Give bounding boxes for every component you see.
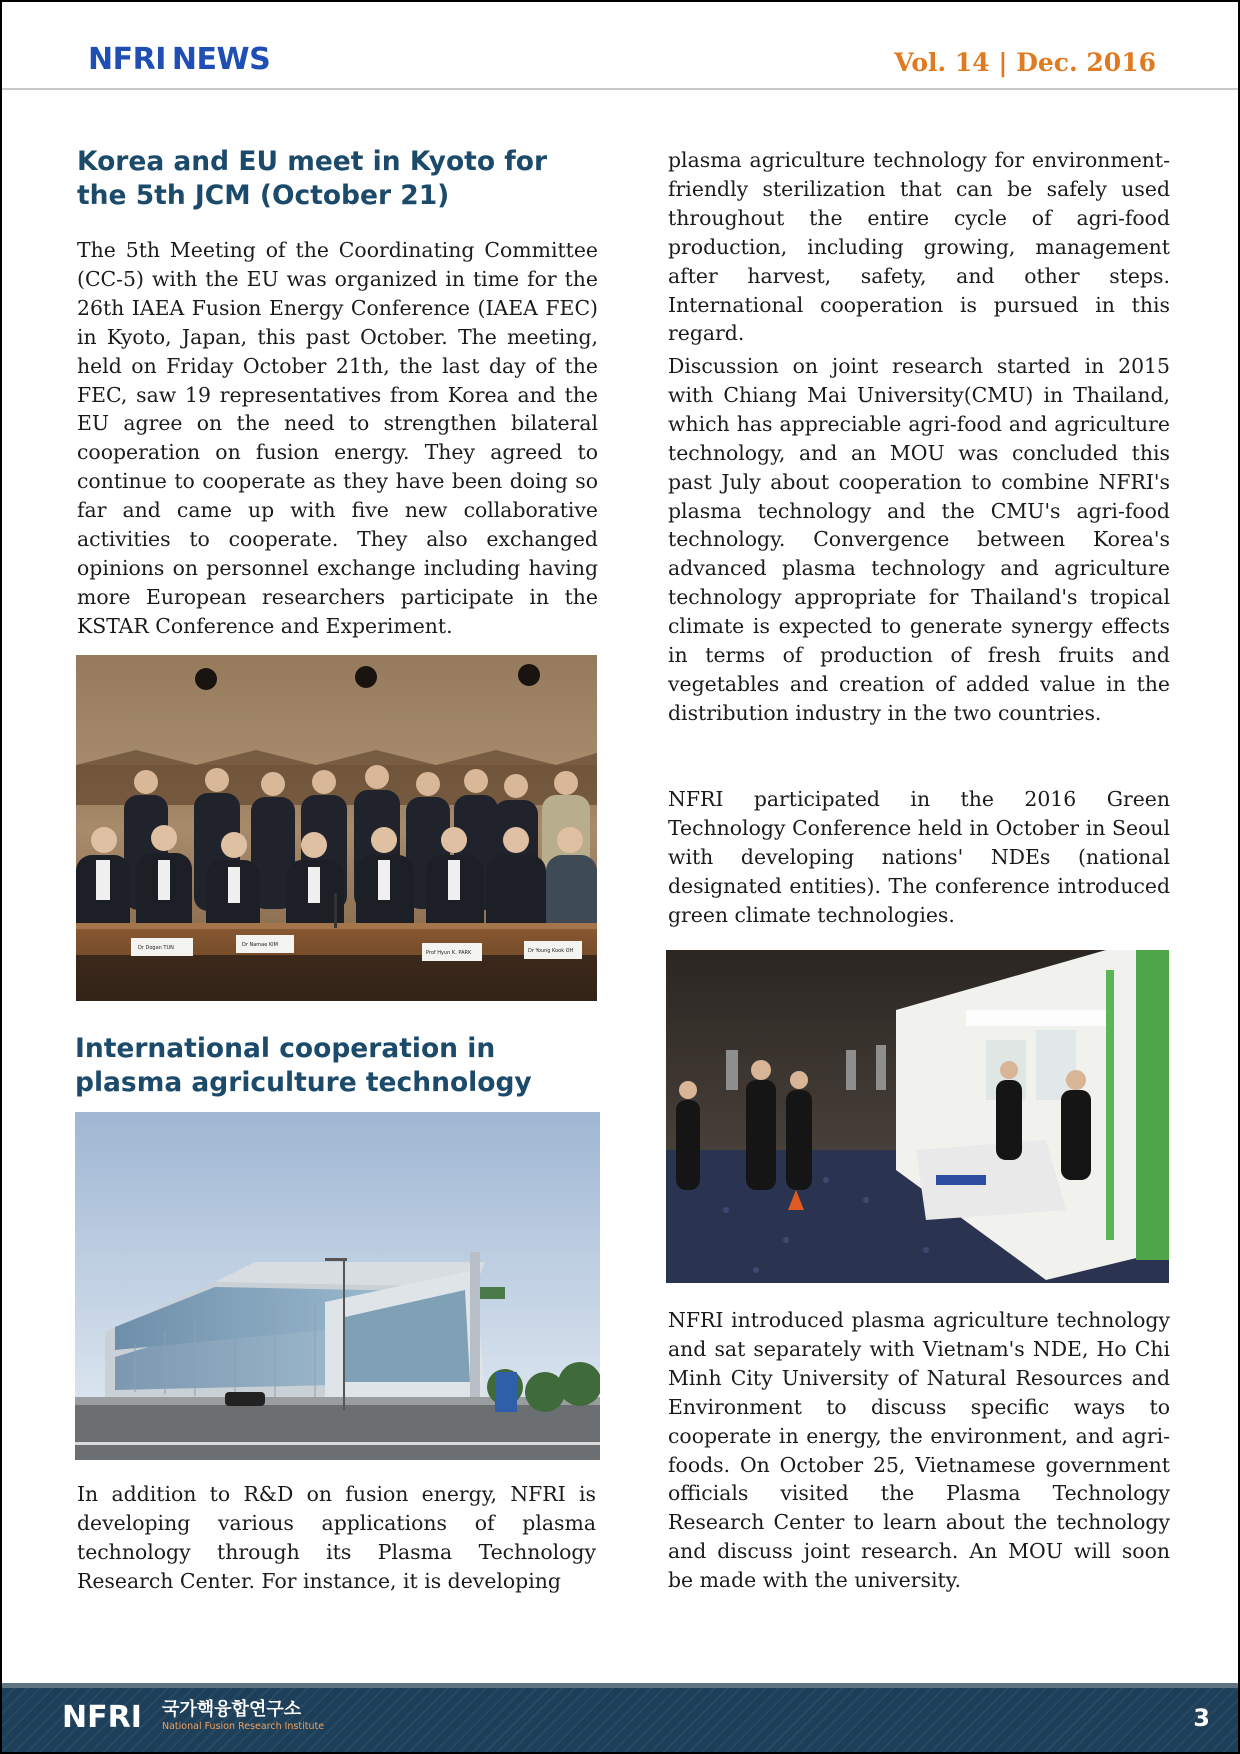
nameplate-3: Prof Hyun K. PARK (426, 950, 472, 956)
nfri-news-logo (88, 42, 270, 77)
institute-name-english: National Fusion Research Institute (162, 1721, 325, 1732)
logo-news: NEWS (171, 42, 271, 77)
article2-body-left: In addition to R&D on fusion energy, NFRI is developing various applications of plasma technology through its Plasma Technology Research Center. For instance, it is developing (77, 1482, 596, 1593)
nameplate-4: Dr Young Kook OH (528, 948, 574, 954)
article2-body-right-1: plasma agriculture technology for environment-friendly sterilization that can be safely used throughout the entire cycle of agri-food production, including growing, management after harvest, safety, and other steps. International cooperation is pursued in this regard. (668, 148, 1170, 346)
footer-institute-name (162, 1699, 324, 1733)
nameplate-1: Dr Dogan TUN (138, 945, 174, 951)
nameplate-2: Dr Namae KIM (242, 942, 278, 948)
page-footer (2, 1683, 1238, 1752)
green-technology-conference-photo (666, 950, 1169, 1283)
page-number: 3 (1193, 1704, 1210, 1732)
volume-issue: Vol. 14 | Dec. 2016 (894, 48, 1156, 77)
article2-body-right-4: NFRI introduced plasma agriculture technology and sat separately with Vietnam's NDE, Ho Chi Minh City University of Natural Resources and Environment to discuss specific ways to cooperate in energy, the environment, and agri-foods. On October 25, Vietnamese government officials visited the Plasma Technology Research Center to learn about the technology and discuss joint research. An MOU will soon be made with the university. (668, 1308, 1170, 1593)
meeting-group-photo (76, 655, 597, 1001)
footer-nfri-logo: NFRI (62, 1700, 142, 1735)
logo-text: NFRI (88, 42, 166, 77)
research-center-building-photo (75, 1112, 600, 1460)
article1-body: The 5th Meeting of the Coordinating Committee (CC-5) with the EU was organized in time for the 26th IAEA Fusion Energy Conference (IAEA FEC) in Kyoto, Japan, this past October. The meeting, held on Friday October 21th, the last day of the FEC, saw 19 representatives from Korea and the EU agree on the need to strengthen bilateral cooperation on fusion energy. They agreed to continue to cooperate as they have been doing so far and came up with five new collaborative activities to cooperate. They also exchanged opinions on personnel exchange including having more European researchers participate in the KSTAR Conference and Experiment. (77, 238, 598, 638)
page-header (2, 2, 1238, 90)
institute-name-korean: 국가핵융합연구소 (162, 1699, 302, 1720)
article1-title: Korea and EU meet in Kyoto for the 5th JCM (October 21) (77, 146, 548, 211)
article2-body-right-2: Discussion on joint research started in 2015 with Chiang Mai University(CMU) in Thailand, which has appreciable agri-food and agriculture technology, and an MOU was concluded this past July about cooperation to combine NFRI's plasma technology and the CMU's agri-food technology. Convergence between Korea's advanced plasma technology and agriculture technology appropriate for Thailand's tropical climate is expected to generate synergy effects in terms of production of fresh fruits and vegetables and creation of added value in the distribution industry in the two countries. (668, 354, 1170, 725)
article2-body-right-3: NFRI participated in the 2016 Green Technology Conference held in October in Seoul with developing nations' NDEs (national designated entities). The conference introduced green climate technologies. (668, 787, 1170, 927)
article2-title: International cooperation in plasma agriculture technology (75, 1033, 532, 1098)
